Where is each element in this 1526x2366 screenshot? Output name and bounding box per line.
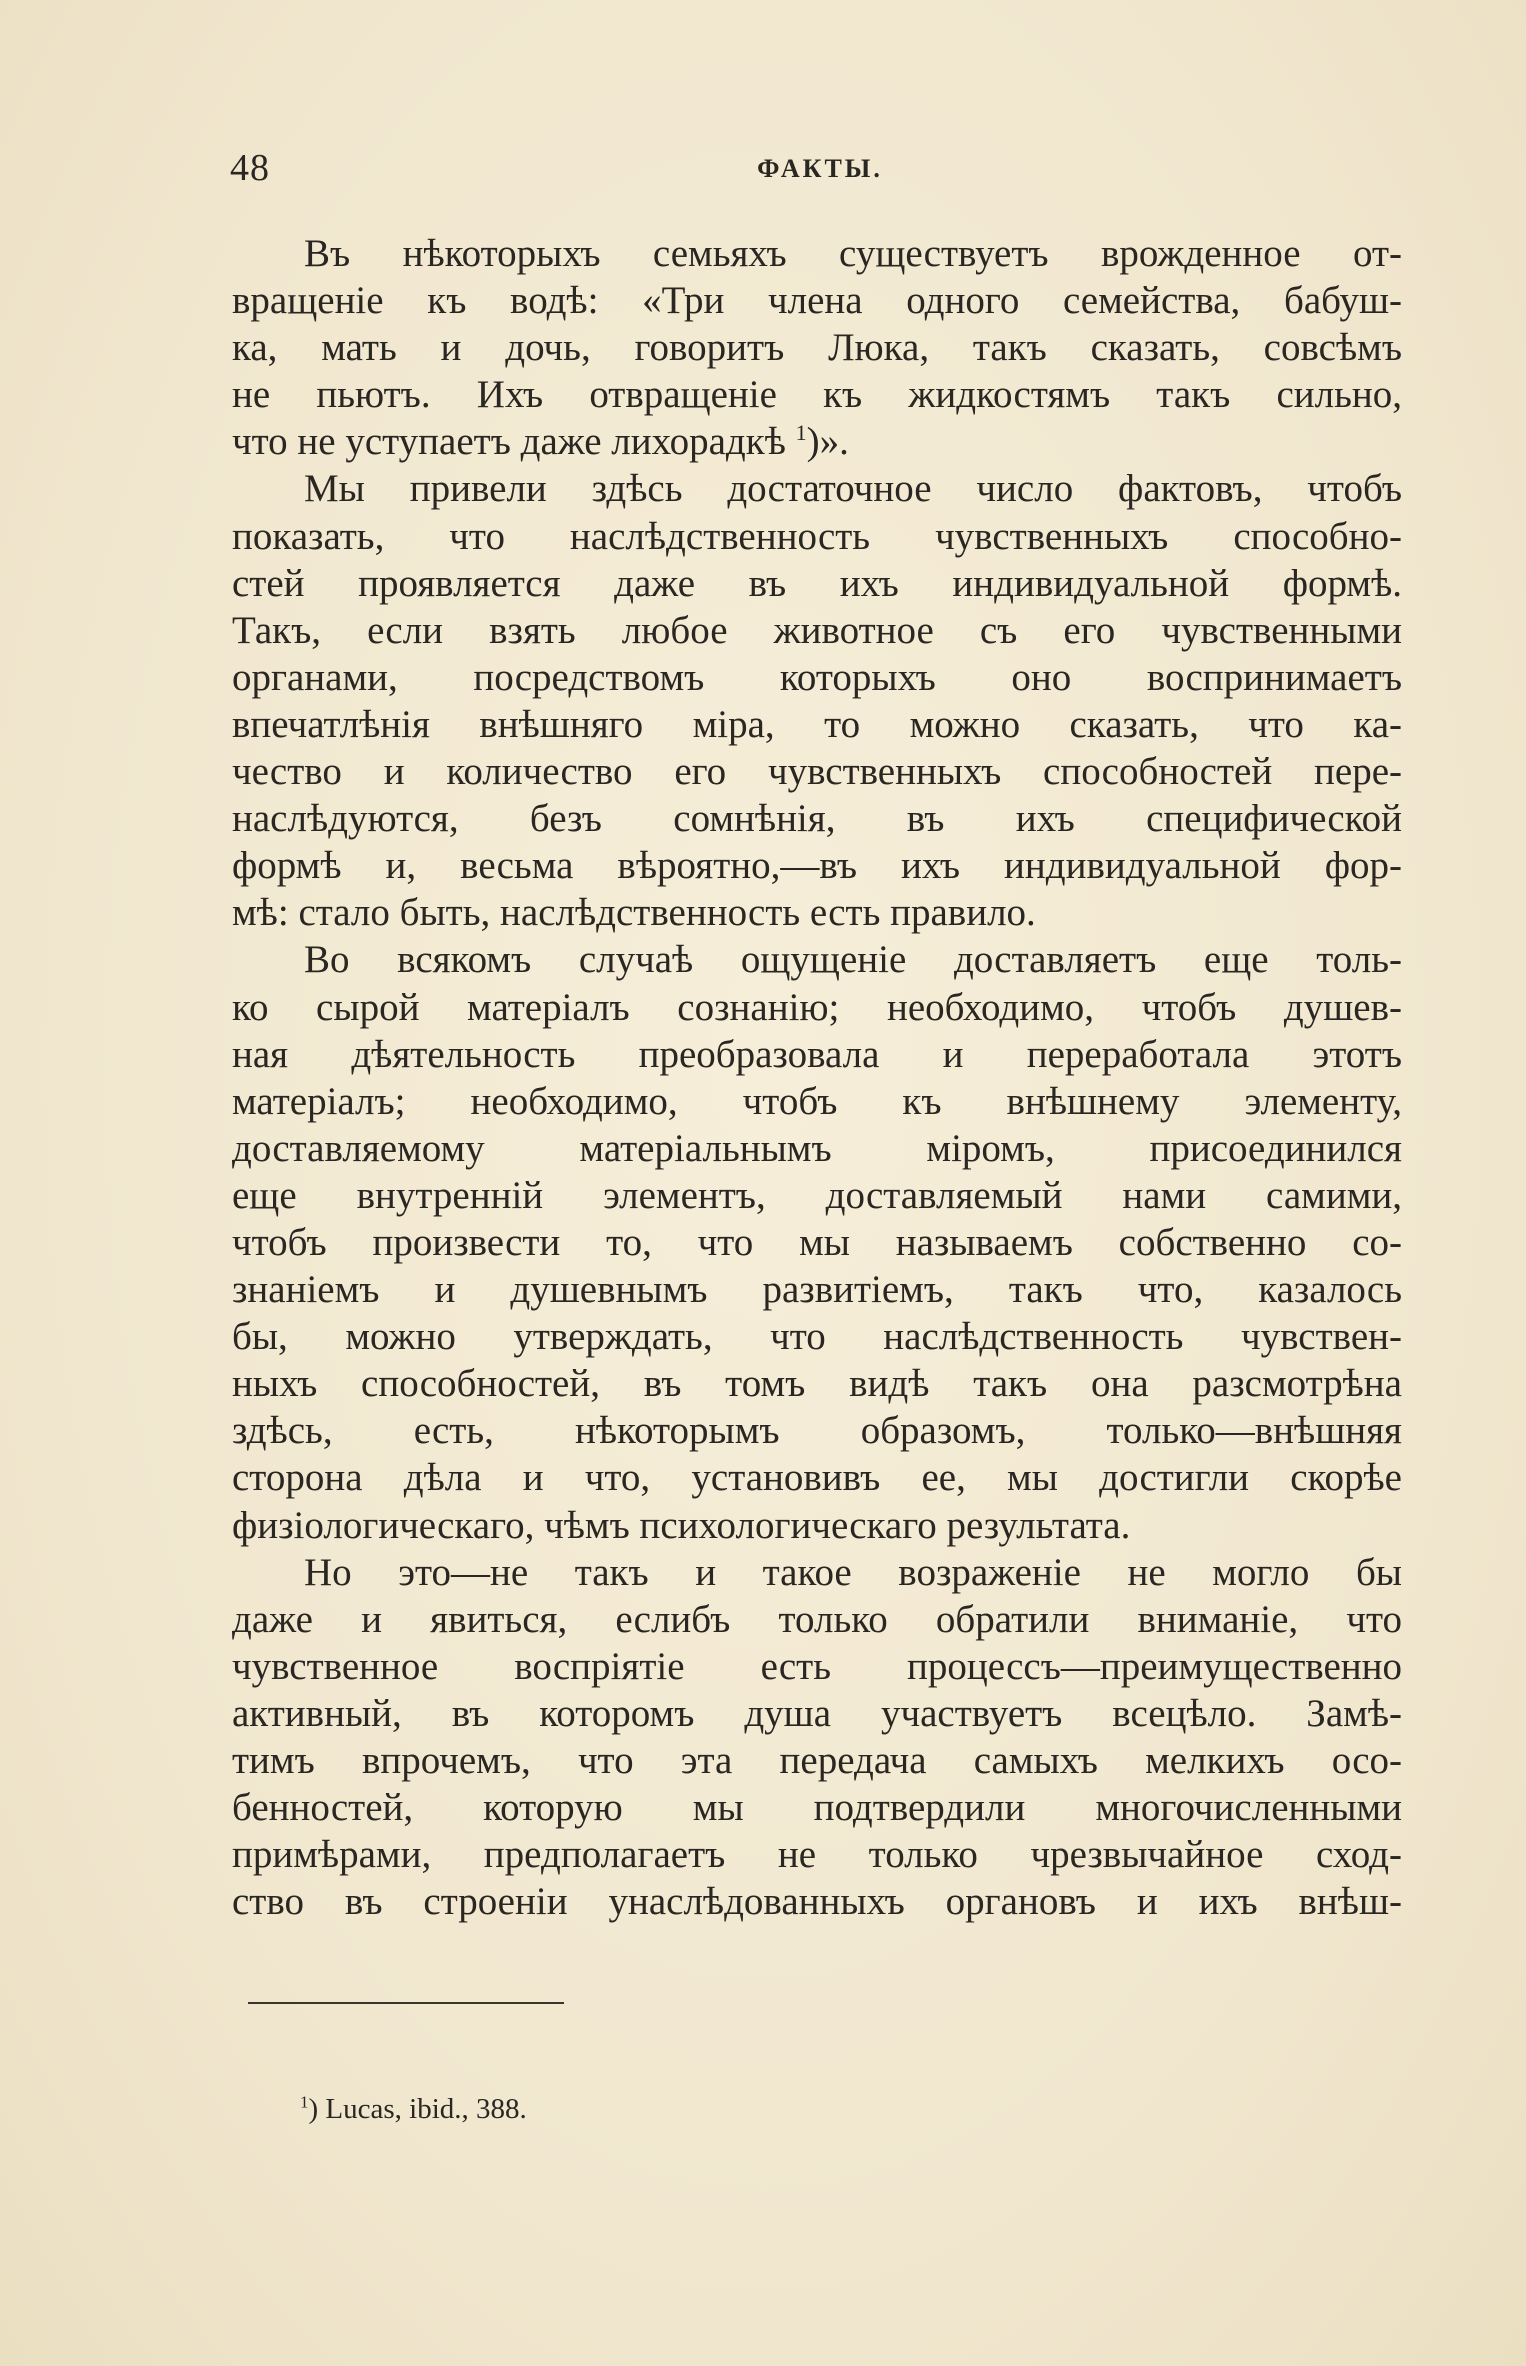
text-line — [232, 701, 1402, 748]
footnote-marker: 1 — [300, 2092, 309, 2112]
page-header — [230, 140, 1410, 200]
text-line-content: ныхъ способностей, въ томъ видѣ такъ она разсмотрѣна — [232, 1362, 1402, 1406]
footnote-reference: 1 — [795, 420, 807, 446]
text-line — [232, 277, 1402, 324]
text-line-content: ка, мать и дочь, говоритъ Люка, такъ сказать, совсѣмъ — [232, 326, 1402, 370]
text-line-content: чество и количество его чувственныхъ способностей пере- — [232, 750, 1402, 794]
text-line-content: активный, въ которомъ душа участвуетъ всецѣло. Замѣ- — [232, 1691, 1402, 1735]
text-line — [232, 748, 1402, 795]
text-line — [232, 1313, 1402, 1360]
text-line — [232, 654, 1402, 701]
text-line — [232, 465, 1402, 512]
text-line — [232, 1878, 1402, 1925]
text-line — [232, 607, 1402, 654]
text-line-content: Мы привели здѣсь достаточное число фактовъ, чтобъ — [304, 467, 1402, 511]
text-line-content: впечатлѣнія внѣшняго міра, то можно сказать, что ка- — [232, 702, 1402, 746]
text-line-content: показать, что наслѣдственность чувственныхъ способно- — [232, 514, 1402, 558]
text-line — [232, 324, 1402, 371]
text-line-content: Во всякомъ случаѣ ощущеніе доставляетъ еще толь- — [304, 938, 1402, 982]
text-line-content: бы, можно утверждать, что наслѣдственность чувствен- — [232, 1315, 1402, 1359]
text-line — [232, 230, 1402, 277]
text-line-content: чтобъ произвести то, что мы называемъ собственно со- — [232, 1220, 1402, 1264]
text-line — [232, 1737, 1402, 1784]
text-line — [232, 1502, 1402, 1549]
body-text — [232, 230, 1402, 1925]
text-line-content: ство въ строеніи унаслѣдованныхъ органовъ и ихъ внѣш- — [232, 1880, 1402, 1924]
text-line — [232, 418, 1402, 465]
text-line-content: формѣ и, весьма вѣроятно,—въ ихъ индивидуальной фор- — [232, 844, 1402, 888]
text-line-tail: )». — [806, 420, 849, 464]
running-head: ФАКТЫ. — [757, 154, 883, 183]
footnote — [300, 2093, 527, 2126]
text-line — [232, 842, 1402, 889]
text-line-content: вращеніе къ водѣ: «Три члена одного семейства, бабуш- — [232, 279, 1402, 323]
text-line — [232, 984, 1402, 1031]
text-line — [232, 1784, 1402, 1831]
text-line — [232, 1125, 1402, 1172]
text-line-content: Такъ, если взять любое животное съ его чувственными — [232, 608, 1402, 652]
text-line-content: не пьютъ. Ихъ отвращеніе къ жидкостямъ такъ сильно, — [232, 373, 1402, 417]
text-line-content: сторона дѣла и что, установивъ ее, мы достигли скорѣе — [232, 1456, 1402, 1500]
text-line — [232, 513, 1402, 560]
text-line-content: Но это—не такъ и такое возраженіе не могло бы — [304, 1550, 1402, 1594]
text-line — [232, 1407, 1402, 1454]
text-line-content: мѣ: стало быть, наслѣдственность есть правило. — [232, 891, 1036, 935]
text-line — [232, 1219, 1402, 1266]
text-line-content: примѣрами, предполагаетъ не только чрезвычайное сход- — [232, 1833, 1402, 1877]
text-line-content: матеріалъ; необходимо, чтобъ къ внѣшнему элементу, — [232, 1079, 1402, 1123]
text-line-content: что не уступаетъ даже лихорадкѣ — [232, 420, 796, 464]
text-line-content: органами, посредствомъ которыхъ оно воспринимаетъ — [232, 655, 1402, 699]
text-line — [232, 1172, 1402, 1219]
text-line — [232, 795, 1402, 842]
text-line — [232, 560, 1402, 607]
text-line — [232, 1266, 1402, 1313]
text-line-content: чувственное воспріятіе есть процессъ—преимущественно — [232, 1644, 1402, 1688]
text-line-content: ная дѣятельность преобразовала и переработала этотъ — [232, 1032, 1402, 1076]
text-line-content: еще внутренній элементъ, доставляемый нами самими, — [232, 1173, 1402, 1217]
text-line — [232, 1831, 1402, 1878]
text-line-content: стей проявляется даже въ ихъ индивидуальной формѣ. — [232, 561, 1402, 605]
text-line-content: наслѣдуются, безъ сомнѣнія, въ ихъ специфической — [232, 797, 1402, 841]
page-number: 48 — [230, 147, 270, 189]
text-line-content: тимъ впрочемъ, что эта передача самыхъ мелкихъ осо- — [232, 1739, 1402, 1782]
text-line-content: даже и явиться, еслибъ только обратили вниманіе, что — [232, 1597, 1402, 1641]
footnote-divider — [248, 2002, 564, 2004]
text-line — [232, 1690, 1402, 1737]
text-line — [232, 371, 1402, 418]
text-line-content: Въ нѣкоторыхъ семьяхъ существуетъ врожденное от- — [304, 232, 1402, 275]
text-line-content: знаніемъ и душевнымъ развитіемъ, такъ что, казалось — [232, 1268, 1402, 1312]
text-line-content: доставляемому матеріальнымъ міромъ, присоединился — [232, 1126, 1402, 1170]
text-line-content: ко сырой матеріалъ сознанію; необходимо, чтобъ душев- — [232, 985, 1402, 1029]
text-line-content: физіологическаго, чѣмъ психологическаго результата. — [232, 1503, 1131, 1547]
text-line — [232, 889, 1402, 936]
text-line-content: здѣсь, есть, нѣкоторымъ образомъ, только—внѣшняя — [232, 1409, 1402, 1453]
text-line — [232, 1031, 1402, 1078]
text-line — [232, 1078, 1402, 1125]
text-line — [232, 1360, 1402, 1407]
text-line — [232, 1549, 1402, 1596]
text-line — [232, 1454, 1402, 1501]
text-line-content: бенностей, которую мы подтвердили многочисленными — [232, 1786, 1402, 1830]
text-line — [232, 936, 1402, 983]
footnote-text: ) Lucas, ibid., 388. — [308, 2093, 527, 2125]
text-line — [232, 1643, 1402, 1690]
text-line — [232, 1596, 1402, 1643]
